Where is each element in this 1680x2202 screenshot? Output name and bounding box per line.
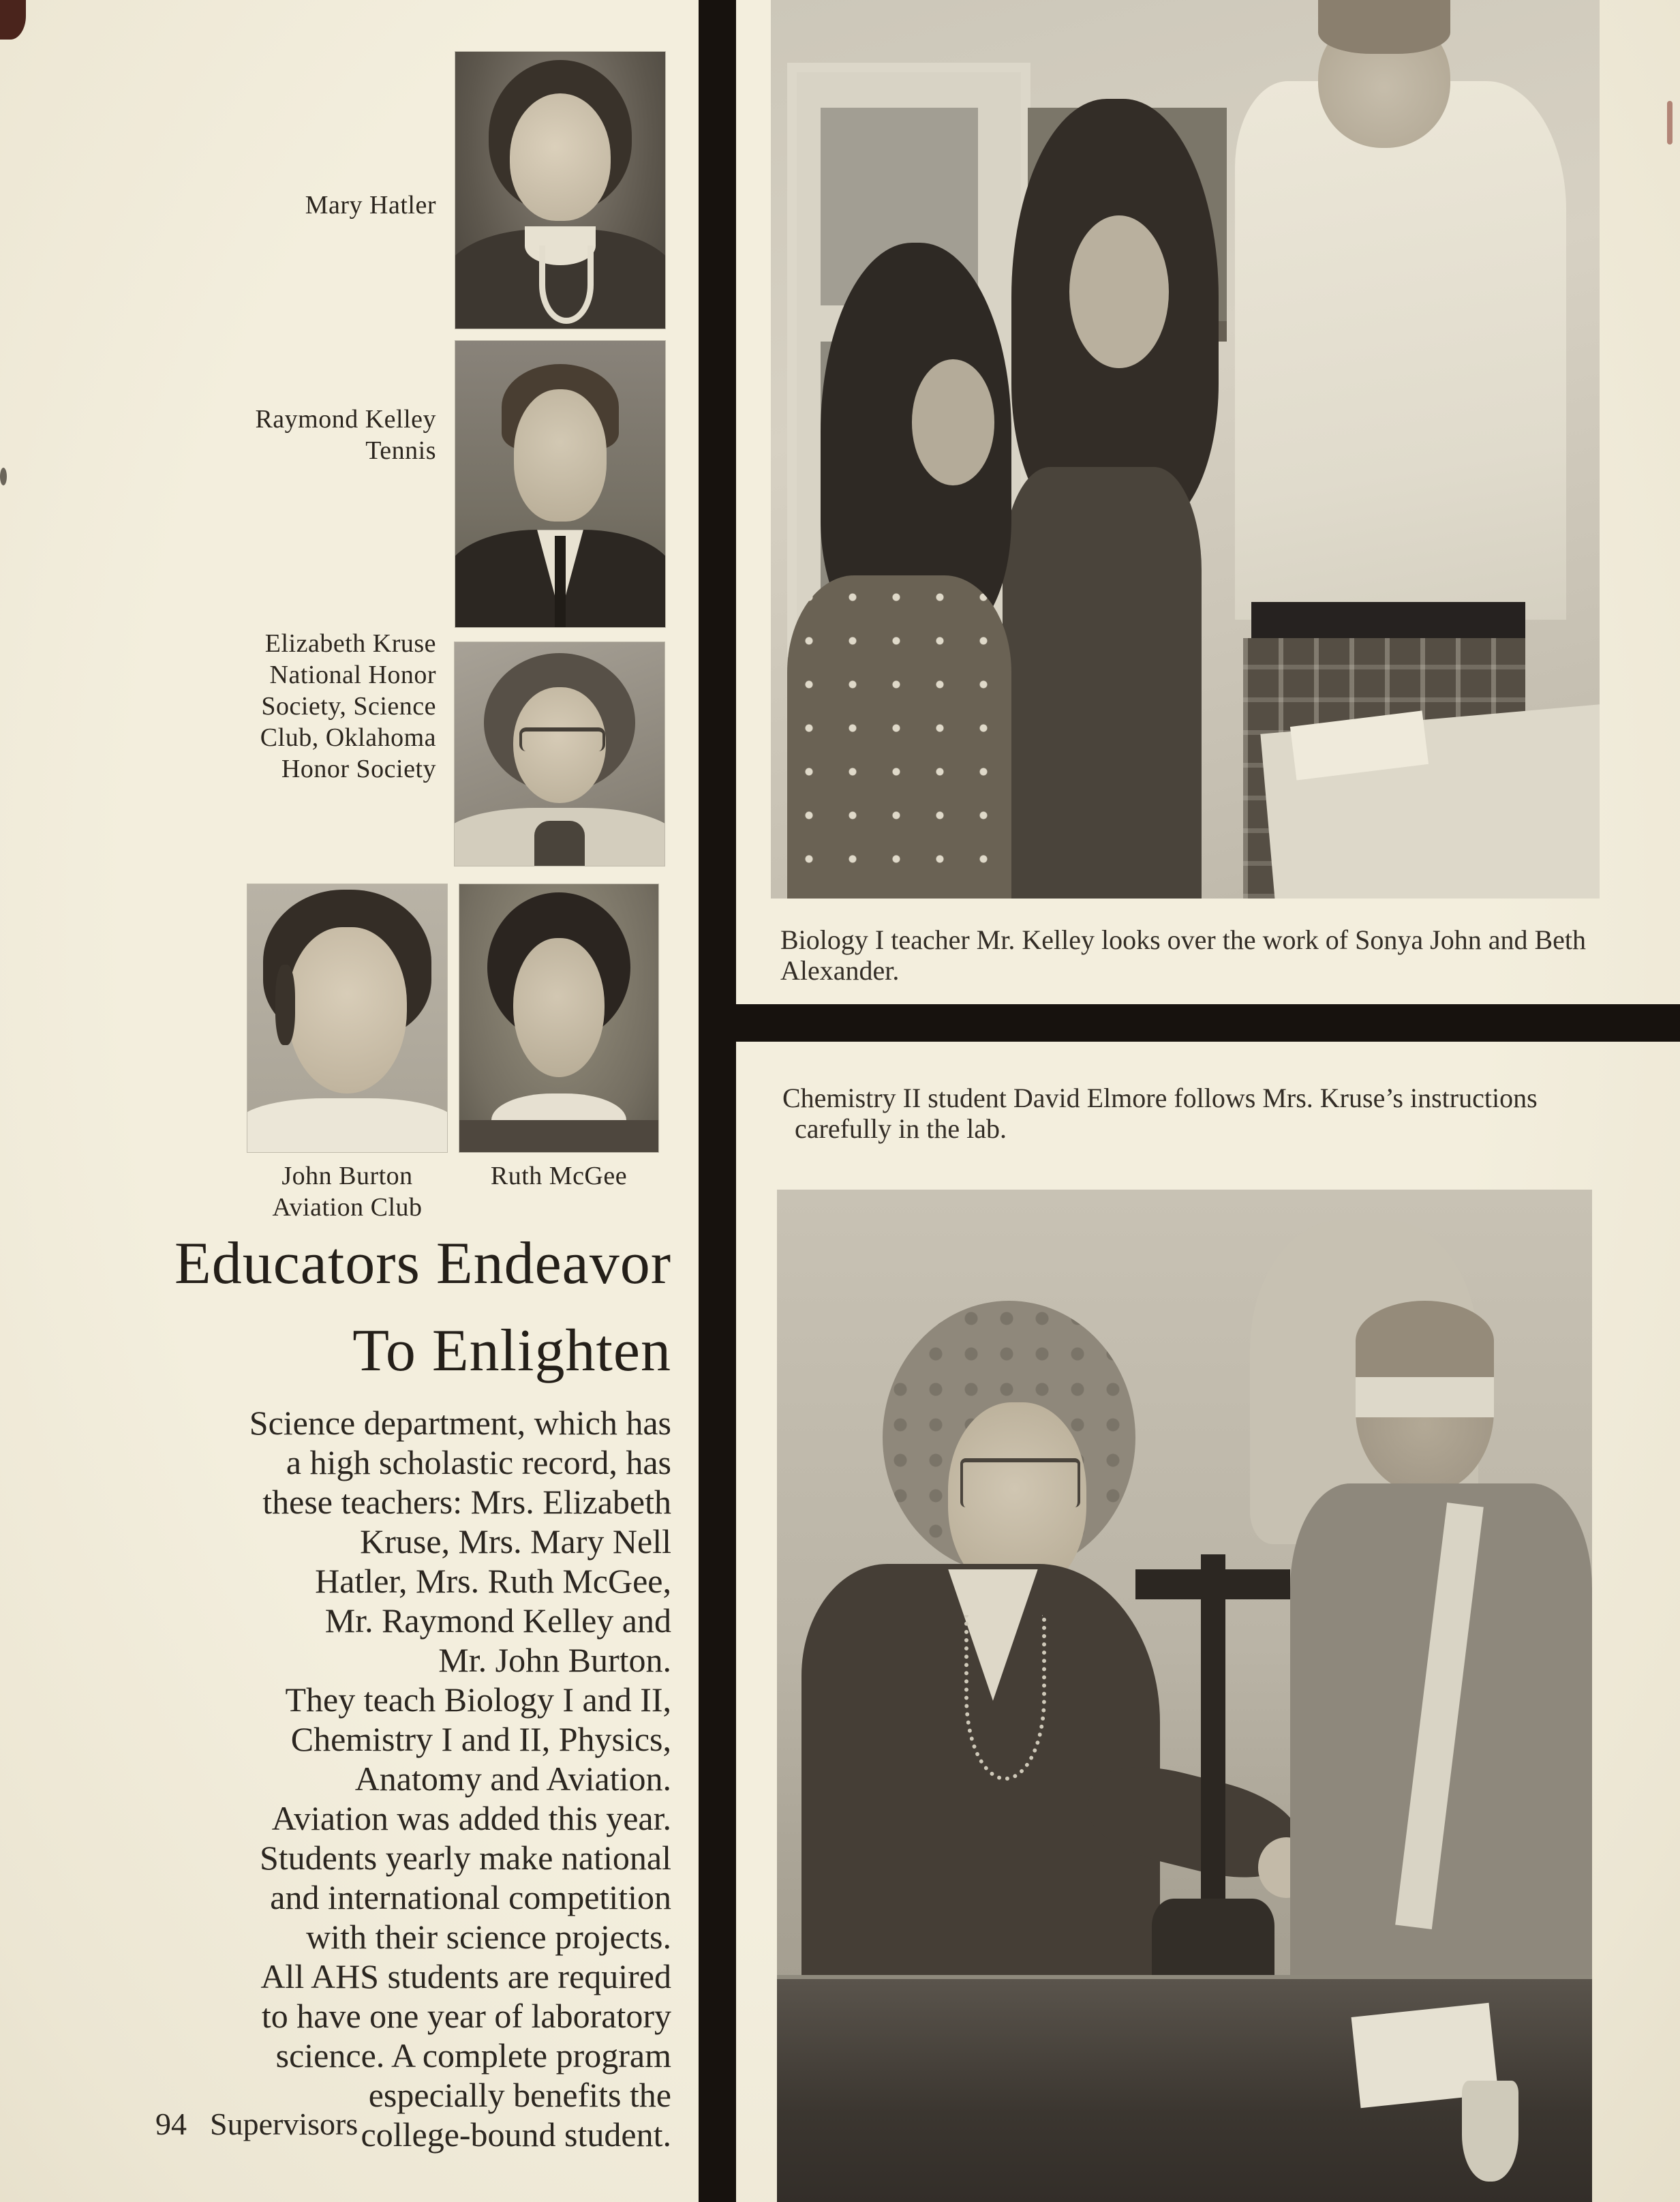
glasses-shape: [519, 727, 605, 752]
portrait-label-elizabeth-kruse: [198, 628, 436, 785]
sideburn-shape: [275, 965, 295, 1045]
glasses-shape: [960, 1458, 1080, 1508]
label-line: Raymond Kelley: [255, 405, 436, 434]
student-blouse-shape: [787, 575, 1011, 899]
portrait-label-mary-hatler: [204, 190, 436, 221]
flask-shape: [1462, 2081, 1519, 2182]
portrait-photo-elizabeth-kruse: [455, 642, 665, 866]
face-shape: [510, 93, 611, 221]
body-line: Aviation was added this year.: [271, 1799, 671, 1837]
body-line: They teach Biology I and II,: [285, 1680, 671, 1719]
caption-line: Biology I teacher Mr. Kelley looks over the work of Sonya John and Beth: [780, 924, 1586, 955]
body-line: Mr. Raymond Kelley and: [324, 1601, 671, 1640]
horizontal-divider-bar: [699, 1004, 1680, 1042]
student-hair-shape: [1356, 1301, 1494, 1382]
body-line: with their science projects.: [306, 1918, 671, 1956]
portrait-photo-raymond-kelley: [455, 341, 665, 627]
body-line: Kruse, Mrs. Mary Nell: [360, 1522, 671, 1560]
portrait-photo-mary-hatler: [455, 52, 665, 329]
label-line: John Burton: [281, 1162, 413, 1190]
teacher-shirt-shape: [1235, 81, 1566, 620]
label-line: Club, Oklahoma: [260, 723, 436, 752]
body-paragraph: [218, 1403, 671, 2154]
scan-artifact-speck: [0, 468, 7, 485]
section-label: Supervisors: [210, 2107, 358, 2141]
necklace-shape: [964, 1615, 1046, 1781]
shirt-shape: [247, 1098, 447, 1152]
body-line: science. A complete program: [275, 2036, 671, 2075]
portrait-photo-ruth-mcgee: [459, 884, 658, 1152]
scan-artifact-speck: [1667, 101, 1673, 145]
body-line: Chemistry I and II, Physics,: [290, 1720, 671, 1758]
vertical-divider-bar: [699, 0, 736, 2202]
headline-line: Educators Endeavor: [174, 1231, 671, 1297]
body-line: these teachers: Mrs. Elizabeth: [262, 1483, 671, 1521]
face-shape: [513, 938, 605, 1077]
body-line: college-bound student.: [361, 2115, 671, 2154]
face-shape: [288, 927, 408, 1094]
tie-shape: [555, 536, 565, 627]
photo-biology-lab: [771, 0, 1600, 899]
page-headline: [102, 1220, 671, 1395]
caption-biology: [780, 924, 1639, 986]
headline-line: To Enlighten: [352, 1318, 671, 1384]
caption-chemistry: [782, 1083, 1648, 1144]
body-line: Mr. John Burton.: [438, 1641, 671, 1679]
portrait-label-ruth-mcgee: [453, 1160, 665, 1192]
student-face-shape: [912, 359, 995, 485]
caption-line: carefully in the lab.: [795, 1113, 1007, 1144]
label-line: National Honor: [269, 661, 436, 689]
body-line: especially benefits the: [368, 2076, 671, 2114]
caption-line: Chemistry II student David Elmore follows Mrs. Kruse’s instructions: [782, 1083, 1538, 1113]
necklace-shape: [539, 245, 594, 324]
label-line: Mary Hatler: [305, 191, 436, 220]
label-line: Society, Science: [261, 692, 436, 721]
face-shape: [514, 389, 607, 521]
label-line: Tennis: [365, 436, 436, 465]
blouse-shape: [534, 821, 585, 866]
body-line: and international competition: [270, 1878, 671, 1916]
goggles-strap-shape: [1356, 1377, 1494, 1417]
page-footer: [155, 2104, 564, 2145]
portrait-photo-john-burton: [247, 884, 447, 1152]
label-line: Elizabeth Kruse: [264, 629, 436, 658]
student-face-shape: [1069, 215, 1169, 368]
body-line: Students yearly make national: [259, 1839, 671, 1877]
body-line: a high scholastic record, has: [286, 1443, 671, 1481]
portrait-label-john-burton: [241, 1160, 454, 1223]
body-line: Anatomy and Aviation.: [354, 1760, 671, 1798]
page-number: 94: [155, 2107, 187, 2141]
student-shirt-shape: [1003, 467, 1202, 899]
label-line: Honor Society: [281, 755, 436, 783]
photo-chemistry-lab: [777, 1190, 1592, 2202]
body-line: Science department, which has: [249, 1404, 671, 1442]
label-line: Aviation Club: [272, 1193, 423, 1222]
belt-shape: [1251, 602, 1525, 642]
caption-line: Alexander.: [780, 955, 900, 986]
portrait-label-raymond-kelley: [204, 404, 436, 466]
scan-artifact-corner: [0, 0, 26, 40]
label-line: Ruth McGee: [490, 1162, 628, 1190]
sweater-shape: [459, 1120, 658, 1152]
teacher-hair-shape: [1318, 0, 1451, 54]
body-line: All AHS students are required: [260, 1957, 671, 1995]
body-line: to have one year of laboratory: [261, 1997, 671, 2035]
body-line: Hatler, Mrs. Ruth McGee,: [315, 1562, 671, 1600]
